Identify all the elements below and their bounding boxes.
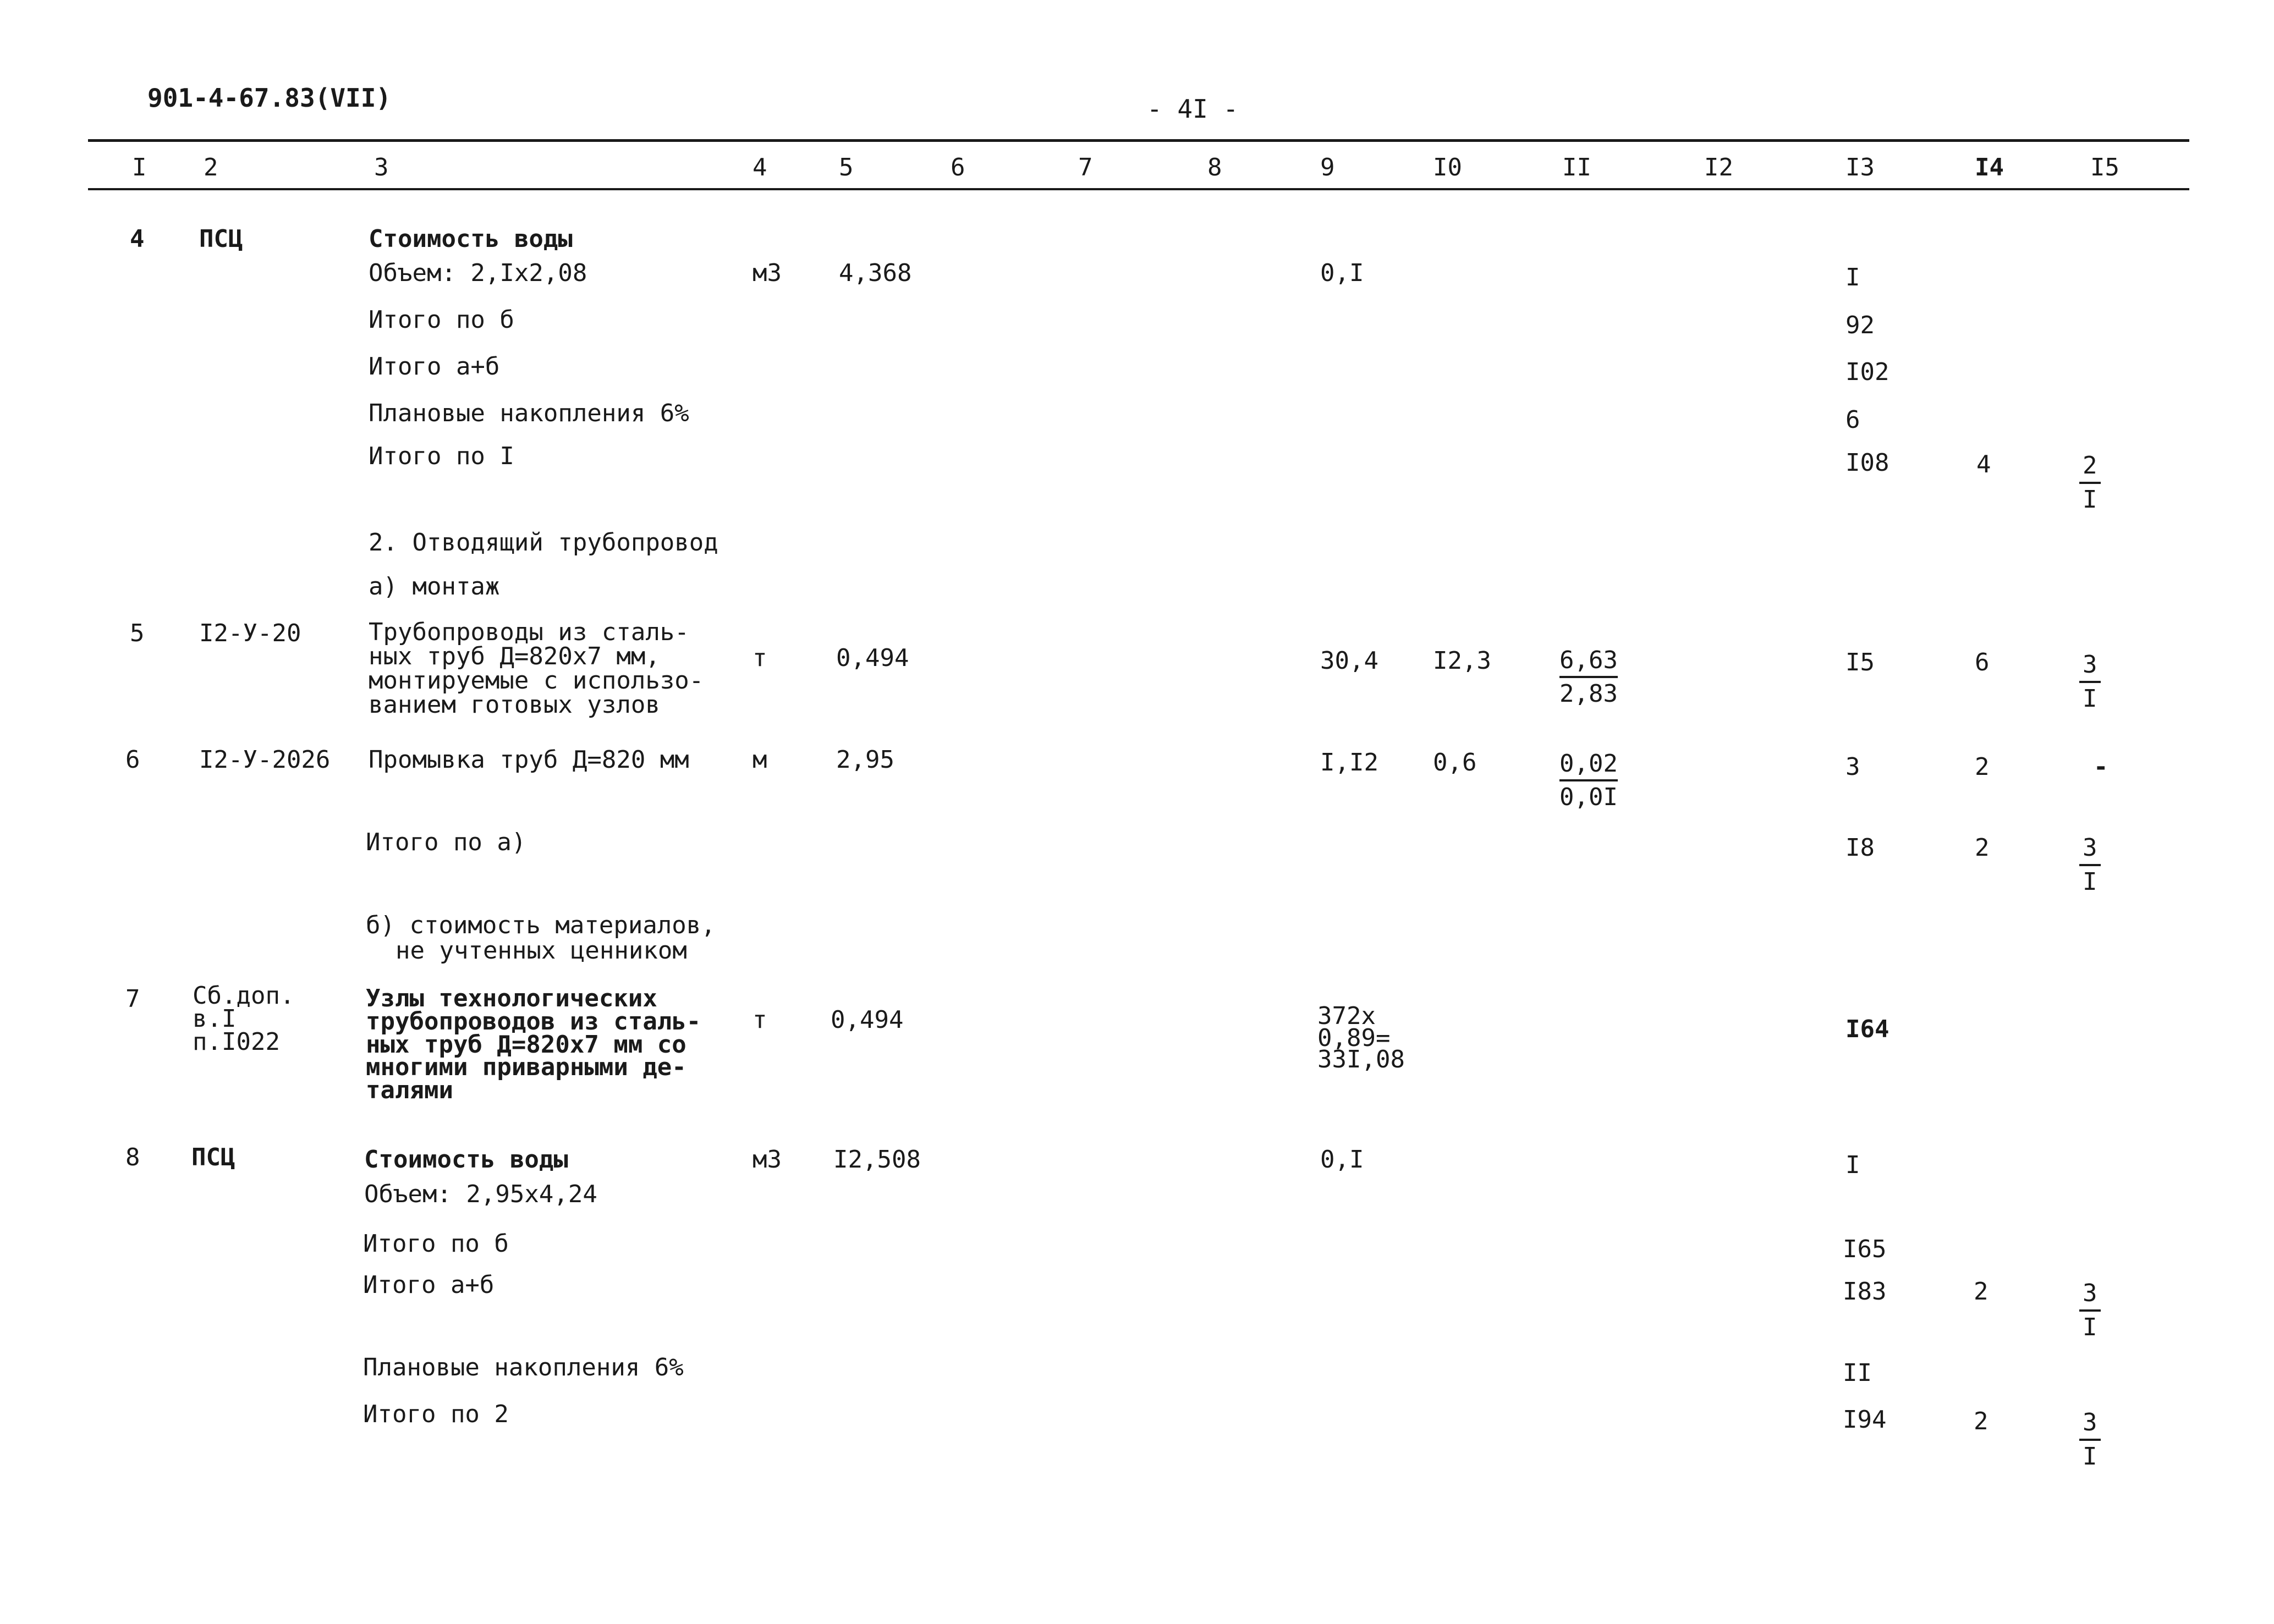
unit-cost: 0,I (1320, 1146, 1364, 1174)
total-cost: I02 (1845, 358, 1889, 386)
fraction-numerator: 3 (2079, 833, 2101, 866)
fraction-numerator: 3 (2079, 1279, 2101, 1312)
norm-code: I2-У-2026 (199, 746, 331, 774)
subtotal-label: Итого по б (369, 306, 514, 334)
total-cost: I94 (1843, 1406, 1887, 1434)
machine-cost-fraction (2079, 451, 2101, 514)
fraction-denominator: 2,83 (1559, 680, 1618, 708)
unit-cost: I,I2 (1320, 748, 1378, 777)
header-rule-bottom (88, 188, 2189, 190)
machine-cost-fraction (2079, 650, 2101, 713)
work-description: Стоимость воды (364, 1146, 568, 1174)
item-number: 8 (125, 1143, 140, 1171)
labor-cost: 4 (1976, 450, 1991, 478)
unit: м3 (752, 1146, 782, 1174)
column-header-2: 2 (204, 153, 218, 181)
description-line: талями (366, 1076, 453, 1105)
column-header-12: I2 (1704, 153, 1733, 181)
norm-code: ПСЦ (191, 1143, 235, 1171)
total-cost: I8 (1845, 834, 1875, 862)
fraction-numerator: 3 (2079, 1408, 2101, 1441)
column-header-15: I5 (2090, 153, 2119, 181)
work-description (366, 984, 701, 1105)
unit-cost-line: 372х (1317, 1002, 1376, 1030)
total-cost: I5 (1845, 648, 1875, 676)
fraction-numerator: 3 (2079, 650, 2101, 683)
description-line: многими приварными де- (366, 1053, 686, 1082)
subtotal-label: Плановые накопления 6% (363, 1353, 684, 1381)
column-header-3: 3 (374, 153, 389, 181)
machine-cost-fraction (2079, 833, 2101, 896)
unit-cost: 0,I (1320, 259, 1364, 287)
item-number: 5 (130, 619, 145, 647)
column-header-11: II (1562, 153, 1591, 181)
fraction-numerator: 0,02 (1559, 748, 1618, 781)
fraction-numerator: 2 (2079, 451, 2101, 484)
subtotal-label: Плановые накопления 6% (369, 399, 689, 427)
column-header-4: 4 (752, 153, 767, 181)
quantity: 0,494 (831, 1006, 904, 1034)
unit-machine-fraction (1559, 748, 1618, 813)
heading-line: б) стоимость материалов, (366, 911, 716, 939)
total-cost: I83 (1843, 1278, 1887, 1306)
description-line: монтируемые с использо- (369, 667, 704, 695)
norm-code: ПСЦ (199, 225, 243, 253)
subtotal-label: Итого по 2 (363, 1400, 509, 1428)
item-number: 7 (125, 985, 140, 1013)
column-header-6: 6 (951, 153, 965, 181)
column-header-14: I4 (1975, 153, 2004, 181)
description-line: трубопроводов из сталь- (366, 1007, 701, 1036)
labor-cost: 2 (1975, 834, 1990, 862)
total-cost: 3 (1845, 753, 1860, 781)
subtotal-label: Итого по б (363, 1230, 509, 1258)
total-cost: 92 (1845, 311, 1875, 339)
unit-labor: 0,6 (1433, 748, 1477, 777)
unit-cost-line: 0,89= (1317, 1023, 1391, 1052)
work-description: Стоимость воды (369, 225, 573, 253)
subtotal-label: Итого а+б (363, 1271, 495, 1299)
norm-code-line: в.I (193, 1004, 237, 1033)
section-heading: 2. Отводящий трубопровод (369, 529, 718, 557)
unit-machine-fraction (1559, 645, 1618, 709)
unit-cost-line: 33I,08 (1317, 1045, 1405, 1074)
total-cost: II (1843, 1359, 1872, 1387)
column-header-13: I3 (1845, 153, 1875, 181)
fraction-denominator: I (2083, 867, 2097, 896)
description-line: ных труб Д=820х7 мм, (369, 642, 660, 670)
column-header-7: 7 (1078, 153, 1093, 181)
column-header-10: I0 (1433, 153, 1462, 181)
total-cost: I64 (1845, 1015, 1889, 1043)
fraction-numerator: 6,63 (1559, 645, 1618, 678)
machine-cost-fraction (2079, 1279, 2101, 1342)
machine-cost: - (2094, 753, 2108, 781)
norm-code-line: п.I022 (193, 1027, 280, 1056)
quantity: 2,95 (836, 746, 894, 774)
unit-cost (1317, 1002, 1405, 1074)
labor-cost: 2 (1975, 753, 1990, 781)
unit: т (752, 644, 767, 672)
labor-cost: 2 (1974, 1407, 1989, 1435)
labor-cost: 2 (1974, 1278, 1989, 1306)
work-description (369, 620, 704, 717)
fraction-denominator: I (2083, 1313, 2097, 1341)
column-header-8: 8 (1207, 153, 1222, 181)
quantity: 4,368 (839, 259, 912, 287)
unit-labor: I2,3 (1433, 647, 1491, 675)
unit: т (752, 1006, 767, 1034)
document-code: 901-4-67.83(VII) (147, 83, 392, 113)
item-number: 6 (125, 746, 140, 774)
subtotal-label: Итого по а) (366, 828, 526, 856)
description-line: Трубопроводы из сталь- (369, 618, 689, 646)
item-number: 4 (130, 225, 145, 253)
total-cost: I (1845, 263, 1860, 291)
column-header-1: I (132, 153, 147, 181)
unit: м (752, 746, 767, 774)
fraction-denominator: I (2083, 1442, 2097, 1471)
labor-cost: 6 (1975, 648, 1990, 676)
subsection-heading: а) монтаж (369, 572, 500, 601)
work-description: Промывка труб Д=820 мм (369, 746, 689, 774)
work-description: Объем: 2,95х4,24 (364, 1180, 597, 1208)
fraction-denominator: I (2083, 684, 2097, 713)
norm-code-line: Сб.доп. (193, 982, 295, 1010)
total-cost: I08 (1845, 449, 1889, 477)
fraction-denominator: 0,0I (1559, 783, 1618, 812)
subtotal-label: Итого по I (369, 442, 514, 470)
quantity: 0,494 (836, 644, 909, 672)
fraction-denominator: I (2083, 485, 2097, 514)
header-rule-top (88, 139, 2189, 142)
total-cost: I65 (1843, 1235, 1887, 1263)
unit: м3 (752, 259, 782, 287)
heading-line: не учтенных ценником (396, 937, 687, 965)
description-line: ванием готовых узлов (369, 691, 660, 719)
column-header-5: 5 (839, 153, 854, 181)
subtotal-label: Итого а+б (369, 353, 500, 381)
machine-cost-fraction (2079, 1408, 2101, 1471)
column-header-9: 9 (1320, 153, 1335, 181)
description-line: ных труб Д=820х7 мм со (366, 1030, 686, 1059)
quantity: I2,508 (833, 1146, 921, 1174)
norm-code (193, 982, 295, 1056)
norm-code: I2-У-20 (199, 619, 301, 647)
description-line: Узлы технологических (366, 984, 657, 1012)
unit-cost: 30,4 (1320, 647, 1378, 675)
page-number: - 4I - (1147, 94, 1239, 124)
work-description: Объем: 2,Iх2,08 (369, 259, 587, 287)
total-cost: 6 (1845, 406, 1860, 434)
total-cost: I (1845, 1151, 1860, 1179)
subsection-heading (366, 913, 716, 964)
